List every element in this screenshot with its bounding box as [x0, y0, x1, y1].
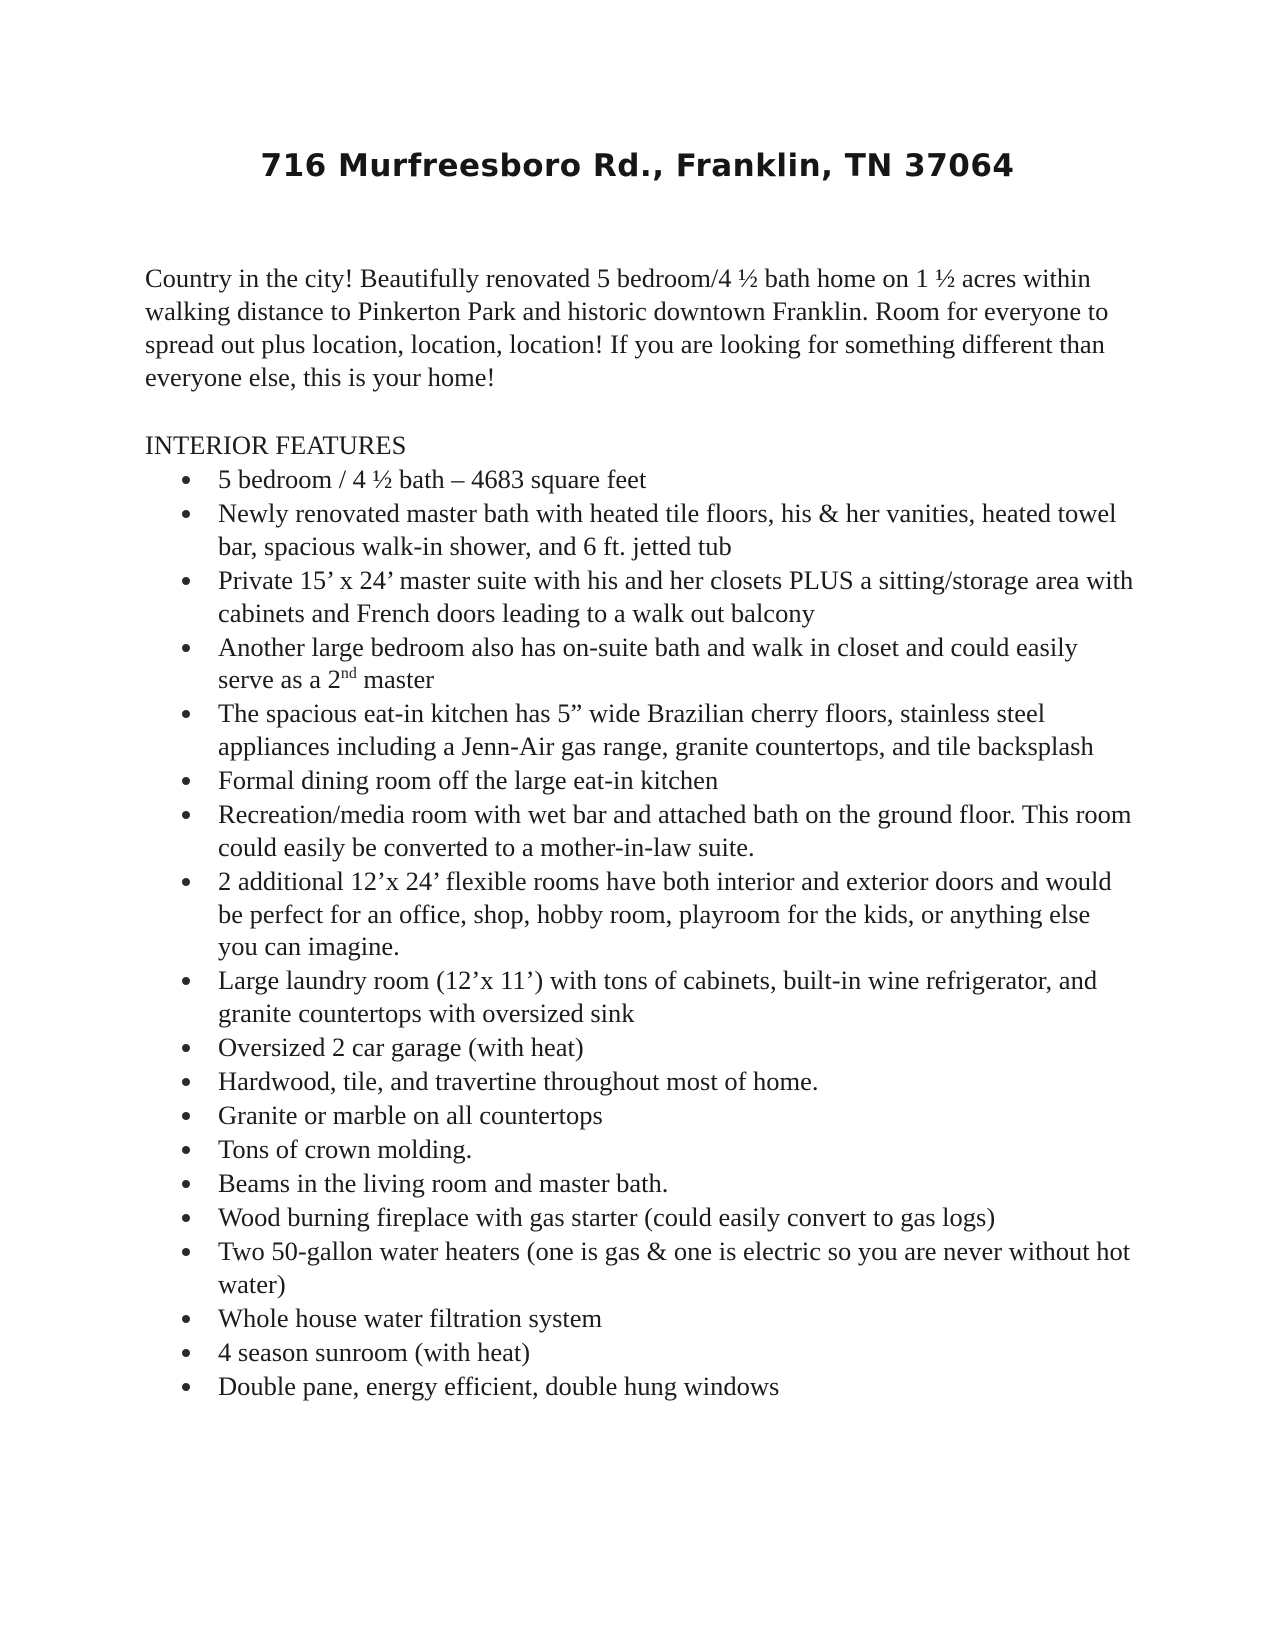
feature-item [145, 1201, 1135, 1234]
feature-text: Hardwood, tile, and travertine throughout most of home. [218, 1066, 819, 1097]
feature-item [145, 631, 1135, 697]
property-description: Country in the city! Beautifully renovated 5 bedroom/4 ½ bath home on 1 ½ acres within walking distance to Pinkerton Park and historic downtown Franklin. Room for everyone to spread out plus location, location, location! If you are looking for something different than everyone else, this is your home! [145, 263, 1109, 392]
feature-item [145, 1133, 1135, 1166]
feature-item [145, 1235, 1135, 1301]
feature-text: Newly renovated master bath with heated tile floors, his & her vanities, heated towel bar, spacious walk-in shower, and 6 ft. jetted tub [218, 497, 1117, 561]
feature-text: Beams in the living room and master bath. [218, 1168, 669, 1199]
feature-item [145, 1065, 1135, 1098]
feature-text: Formal dining room off the large eat-in kitchen [218, 765, 719, 796]
bullet-icon [182, 1214, 190, 1222]
feature-text: Two 50-gallon water heaters (one is gas & one is electric so you are never without hot water) [218, 1236, 1131, 1299]
feature-text: 2 additional 12’x 24’ flexible rooms have both interior and exterior doors and would be perfect for an office, shop, hobby room, playroom for the kids, or anything else you can imagine. [218, 865, 1112, 962]
feature-item [145, 798, 1135, 864]
feature-text: Wood burning fireplace with gas starter (could easily convert to gas logs) [218, 1202, 996, 1233]
bullet-icon [182, 644, 190, 652]
feature-item [145, 1031, 1135, 1064]
bullet-icon [182, 1315, 190, 1323]
feature-item [145, 497, 1135, 563]
feature-item [145, 463, 1135, 496]
feature-text: Whole house water filtration system [218, 1302, 603, 1333]
feature-item [145, 1167, 1135, 1200]
feature-item [145, 564, 1135, 630]
feature-item [145, 865, 1135, 963]
ordinal-superscript: nd [340, 665, 357, 683]
bullet-icon [182, 1146, 190, 1154]
property-address-title: 716 Murfreesboro Rd., Franklin, TN 37064 [260, 148, 1015, 184]
bullet-icon [182, 1078, 190, 1086]
feature-text: The spacious eat-in kitchen has 5” wide Brazilian cherry floors, stainless steel appliances including a Jenn-Air gas range, granite countertops, and tile backsplash [218, 698, 1094, 762]
feature-text: Large laundry room (12’x 11’) with tons of cabinets, built-in wine refrigerator, and granite countertops with oversized sink [218, 965, 1098, 1029]
bullet-icon [182, 1383, 190, 1391]
feature-item [145, 964, 1135, 1030]
feature-text: Granite or marble on all countertops [218, 1100, 603, 1131]
feature-text-tail: master [356, 664, 435, 695]
interior-features-heading: INTERIOR FEATURES [145, 430, 407, 460]
bullet-icon [182, 1112, 190, 1120]
bullet-icon [182, 977, 190, 985]
feature-item [145, 1099, 1135, 1132]
bullet-icon [182, 777, 190, 785]
bullet-icon [182, 811, 190, 819]
feature-item [145, 1336, 1135, 1369]
bullet-icon [182, 710, 190, 718]
bullet-icon [182, 1044, 190, 1052]
bullet-icon [182, 510, 190, 518]
bullet-icon [182, 476, 190, 484]
feature-item [145, 764, 1135, 797]
bullet-icon [182, 1180, 190, 1188]
feature-text: Private 15’ x 24’ master suite with his and her closets PLUS a sitting/storage area with cabinets and French doors leading to a walk out balcony [218, 564, 1134, 628]
bullet-icon [182, 577, 190, 585]
bullet-icon [182, 1349, 190, 1357]
feature-text: Tons of crown molding. [218, 1134, 473, 1165]
feature-text: 4 season sunroom (with heat) [218, 1336, 531, 1367]
feature-text: Recreation/media room with wet bar and attached bath on the ground floor. This room could easily be converted to a mother-in-law suite. [218, 799, 1132, 862]
feature-text: Another large bedroom also has on-suite bath and walk in closet and could easily serve as a 2 [218, 631, 1078, 695]
feature-text: Oversized 2 car garage (with heat) [218, 1032, 584, 1063]
feature-item [145, 1370, 1135, 1403]
interior-features-list [145, 463, 1135, 1404]
bullet-icon [182, 878, 190, 886]
bullet-icon [182, 1248, 190, 1256]
feature-item [145, 1302, 1135, 1335]
feature-item [145, 697, 1135, 763]
feature-text: Double pane, energy efficient, double hung windows [218, 1370, 780, 1401]
feature-text: 5 bedroom / 4 ½ bath – 4683 square feet [218, 464, 647, 494]
